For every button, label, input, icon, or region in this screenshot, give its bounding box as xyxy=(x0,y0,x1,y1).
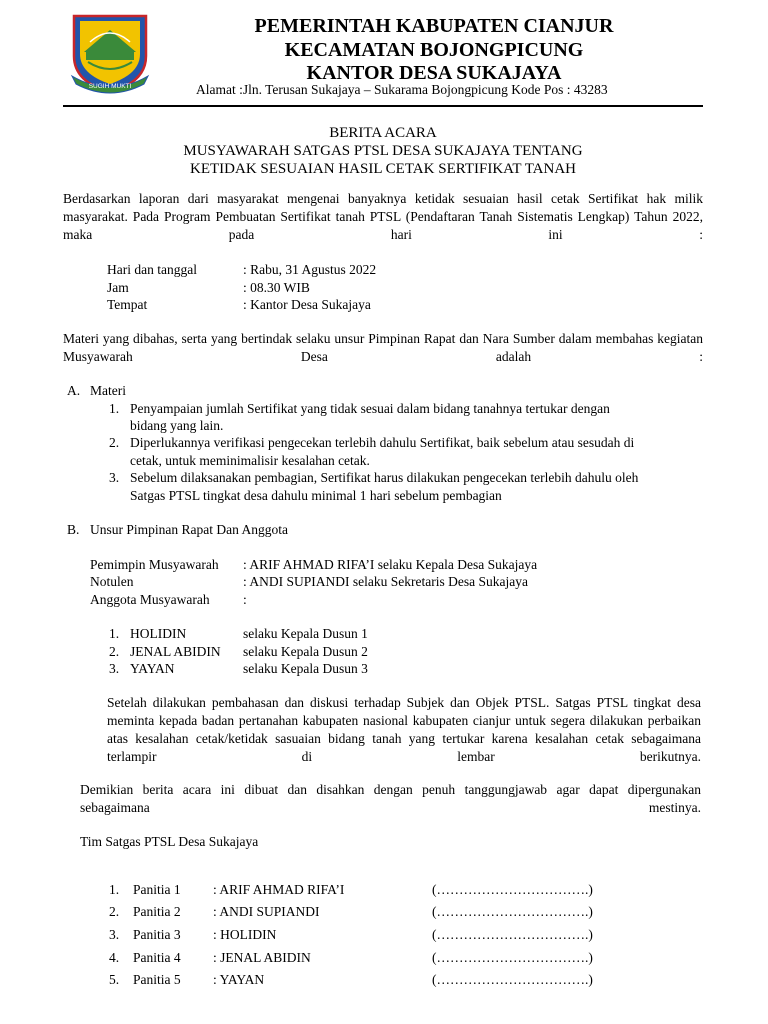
materi-item-2-line-1: Diperlukannya verifikasi pengecekan terlebih dahulu Sertifikat, baik sebelum atau sesudah di xyxy=(130,435,635,450)
role-notulen-value: : ANDI SUPIANDI selaku Sekretaris Desa Sukajaya xyxy=(243,574,528,589)
team-title: Tim Satgas PTSL Desa Sukajaya xyxy=(80,834,259,849)
letterhead-address: Alamat :Jln. Terusan Sukajaya – Sukarama Bojongpicung Kode Pos : 43283 xyxy=(196,82,608,97)
signature-2-sign-line: (…………………………….) xyxy=(432,904,593,919)
member-1-number: 1. xyxy=(109,626,120,641)
signature-5-number: 5. xyxy=(109,972,120,987)
letterhead-line-3: KANTOR DESA SUKAJAYA xyxy=(306,62,562,84)
section-b-marker: B. xyxy=(67,522,80,537)
role-notulen-label: Notulen xyxy=(90,574,134,589)
signature-4-name: : JENAL ABIDIN xyxy=(213,950,311,965)
materi-item-3-number: 3. xyxy=(109,470,120,485)
materi-item-2-line-2: cetak, untuk meminimalisir kesalahan cetak. xyxy=(130,453,370,468)
signature-1-role: Panitia 1 xyxy=(133,882,181,897)
role-members-label: Anggota Musyawarah xyxy=(90,592,210,607)
letterhead-line-1: PEMERINTAH KABUPATEN CIANJUR xyxy=(254,15,614,37)
member-2-number: 2. xyxy=(109,644,120,659)
section-a-marker: A. xyxy=(67,383,81,398)
schedule-value-day: : Rabu, 31 Agustus 2022 xyxy=(243,262,377,277)
intro-paragraph: Berdasarkan laporan dari masyarakat mengenai banyaknya ketidak sesuaian hasil cetak Sertifikat hak milik masyarakat. Pada Program Pembuatan Sertifikat tanah PTSL (Pendaftaran Tanah Sistematis Lengkap) Tahun 2022, maka pada hari ini : xyxy=(63,191,703,242)
closing-paragraph: Demikian berita acara ini dibuat dan disahkan dengan penuh tanggungjawab agar dapat dipergunakan sebagaimana mestinya. xyxy=(80,782,701,815)
materi-item-1-line-2: bidang yang lain. xyxy=(130,418,224,433)
role-leader-value: : ARIF AHMAD RIFA’I selaku Kepala Desa Sukajaya xyxy=(243,557,538,572)
schedule-label-place: Tempat xyxy=(107,297,148,312)
doc-title-line-3: KETIDAK SESUAIAN HASIL CETAK SERTIFIKAT TANAH xyxy=(190,161,576,177)
materi-item-2-number: 2. xyxy=(109,435,120,450)
discussion-paragraph: Setelah dilakukan pembahasan dan diskusi terhadap Subjek dan Objek PTSL. Satgas PTSL tingkat desa meminta kepada badan pertanahan kabupaten nasional kabupaten cianjur untuk segera dilakukan perbaikan atas kesalahan cetak/ketidak sasuaian bidang tanah yang tertukar karena kesalahan cetak sebagaimana terlampir di lembar berikutnya. xyxy=(107,695,701,764)
signature-1-number: 1. xyxy=(109,882,120,897)
signature-5-sign-line: (…………………………….) xyxy=(432,972,593,987)
schedule-value-time: : 08.30 WIB xyxy=(243,280,310,295)
signature-4-role: Panitia 4 xyxy=(133,950,181,965)
member-1-name: HOLIDIN xyxy=(130,626,187,641)
letterhead-divider xyxy=(63,105,703,107)
role-members-value: : xyxy=(243,592,247,607)
signature-3-sign-line: (…………………………….) xyxy=(432,927,593,942)
signature-5-name: : YAYAN xyxy=(213,972,265,987)
doc-title-line-1: BERITA ACARA xyxy=(329,125,437,141)
logo-motto: SUGIH MUKTI xyxy=(88,83,132,90)
materi-item-3-line-1: Sebelum dilaksanakan pembagian, Sertifikat harus dilakukan pengecekan terlebih dahulu oleh xyxy=(130,470,639,485)
materi-item-1-line-1: Penyampaian jumlah Sertifikat yang tidak sesuai dalam bidang tanahnya tertukar dengan xyxy=(130,401,610,416)
signature-3-number: 3. xyxy=(109,927,120,942)
doc-title-line-2: MUSYAWARAH SATGAS PTSL DESA SUKAJAYA TENTANG xyxy=(183,143,583,159)
signature-4-sign-line: (…………………………….) xyxy=(432,950,593,965)
signature-4-number: 4. xyxy=(109,950,120,965)
signature-1-sign-line: (…………………………….) xyxy=(432,882,593,897)
section-b-heading: Unsur Pimpinan Rapat Dan Anggota xyxy=(90,522,288,537)
signature-1-name: : ARIF AHMAD RIFA’I xyxy=(213,882,345,897)
signature-3-role: Panitia 3 xyxy=(133,927,181,942)
schedule-label-day: Hari dan tanggal xyxy=(107,262,197,277)
member-2-name: JENAL ABIDIN xyxy=(130,644,221,659)
member-1-role: selaku Kepala Dusun 1 xyxy=(243,626,368,641)
regency-emblem-logo xyxy=(64,12,156,96)
materi-item-3-line-2: Satgas PTSL tingkat desa dahulu minimal 1 hari sebelum pembagian xyxy=(130,488,502,503)
materi-item-1-number: 1. xyxy=(109,401,120,416)
signature-5-role: Panitia 5 xyxy=(133,972,181,987)
letterhead-line-2: KECAMATAN BOJONGPICUNG xyxy=(284,39,584,61)
signature-2-name: : ANDI SUPIANDI xyxy=(213,904,320,919)
section-a-heading: Materi xyxy=(90,383,126,398)
schedule-value-place: : Kantor Desa Sukajaya xyxy=(243,297,371,312)
member-3-number: 3. xyxy=(109,661,120,676)
materi-intro-paragraph: Materi yang dibahas, serta yang bertindak selaku unsur Pimpinan Rapat dan Nara Sumber dalam membahas kegiatan Musyawarah Desa adalah : xyxy=(63,331,703,364)
role-leader-label: Pemimpin Musyawarah xyxy=(90,557,219,572)
signature-3-name: : HOLIDIN xyxy=(213,927,277,942)
signature-2-number: 2. xyxy=(109,904,120,919)
signature-2-role: Panitia 2 xyxy=(133,904,181,919)
schedule-label-time: Jam xyxy=(107,280,129,295)
member-2-role: selaku Kepala Dusun 2 xyxy=(243,644,368,659)
member-3-name: YAYAN xyxy=(130,661,175,676)
member-3-role: selaku Kepala Dusun 3 xyxy=(243,661,368,676)
